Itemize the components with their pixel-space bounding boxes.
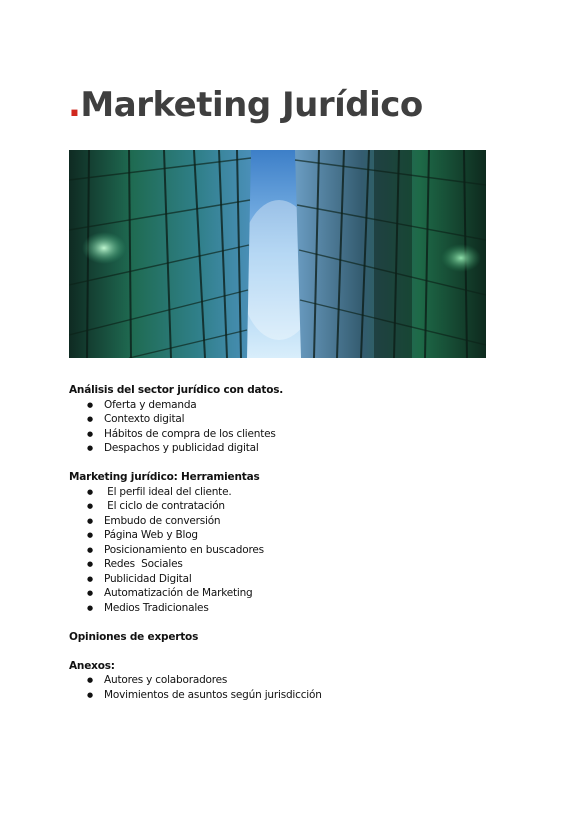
- hero-image: [69, 150, 486, 358]
- title-dot: .: [68, 85, 81, 125]
- list-item: ● Contexto digital: [69, 412, 529, 427]
- table-of-contents: [69, 383, 529, 702]
- list-item: ● Automatización de Marketing: [69, 586, 529, 601]
- list-item: ● El perfil ideal del cliente.: [69, 485, 529, 500]
- list-item: ● Movimientos de asuntos según jurisdicción: [69, 688, 529, 703]
- title-text: Marketing Jurídico: [80, 85, 423, 125]
- list-item: ● Posicionamiento en buscadores: [69, 543, 529, 558]
- section-herramientas: [69, 470, 529, 615]
- section-heading: Opiniones de expertos: [69, 630, 199, 643]
- section-opiniones: [69, 630, 529, 645]
- section-heading: Marketing jurídico: Herramientas: [69, 471, 260, 483]
- list-item: ● Autores y colaboradores: [69, 673, 529, 688]
- list-item: ● Publicidad Digital: [69, 572, 529, 587]
- list-item: ● Oferta y demanda: [69, 398, 529, 413]
- list-item: ● El ciclo de contratación: [69, 499, 529, 514]
- bullet-list: [69, 673, 529, 702]
- bullet-list: [69, 485, 529, 616]
- list-item: ● Despachos y publicidad digital: [69, 441, 529, 456]
- list-item: ● Hábitos de compra de los clientes: [69, 427, 529, 442]
- list-item: ● Medios Tradicionales: [69, 601, 529, 616]
- section-anexos: [69, 659, 529, 703]
- section-analisis: [69, 383, 529, 456]
- section-heading: Anexos:: [69, 659, 115, 672]
- list-item: ● Embudo de conversión: [69, 514, 529, 529]
- section-heading: Análisis del sector jurídico con datos.: [69, 384, 284, 396]
- list-item: ● Página Web y Blog: [69, 528, 529, 543]
- page-title: [68, 84, 423, 126]
- list-item: ● Redes Sociales: [69, 557, 529, 572]
- bullet-list: [69, 398, 529, 456]
